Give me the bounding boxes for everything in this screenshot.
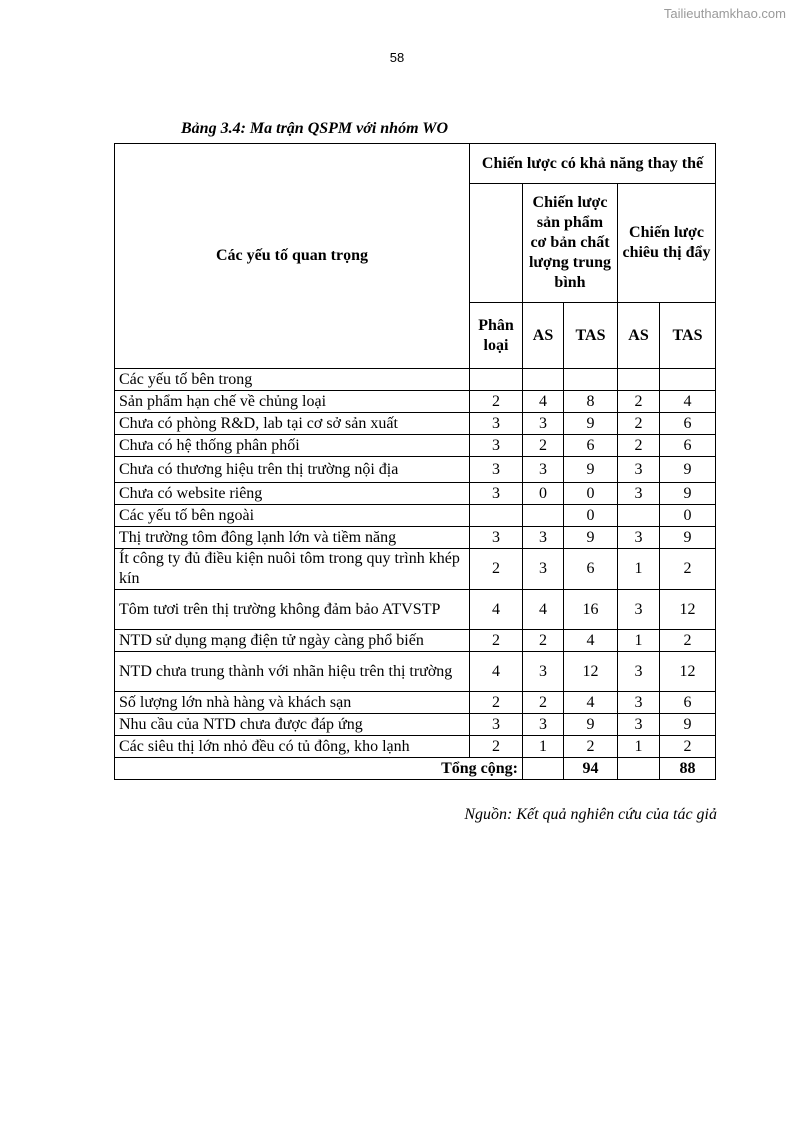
as-2-cell: 1 [618, 549, 660, 590]
tas-1-cell: 9 [564, 413, 618, 435]
as-2-cell: 2 [618, 413, 660, 435]
table-row [115, 630, 716, 652]
factor-cell: Các yếu tố bên ngoài [115, 505, 470, 527]
classification-cell [470, 505, 523, 527]
classification-cell: 4 [470, 590, 523, 630]
classification-cell: 2 [470, 391, 523, 413]
factor-cell: Số lượng lớn nhà hàng và khách sạn [115, 692, 470, 714]
header-tas-2: TAS [660, 303, 716, 369]
table-caption: Bảng 3.4: Ma trận QSPM với nhóm WO [181, 120, 449, 137]
total-label: Tổng cộng: [115, 758, 523, 780]
factor-cell: Các yếu tố bên trong [115, 369, 470, 391]
tas-2-cell: 9 [660, 483, 716, 505]
classification-cell: 3 [470, 527, 523, 549]
factor-cell: Chưa có phòng R&D, lab tại cơ sở sản xuất [115, 413, 470, 435]
header-strategy-group: Chiến lược có khả năng thay thế [470, 144, 716, 184]
tas-1-cell: 4 [564, 692, 618, 714]
as-1-cell [523, 505, 564, 527]
tas-2-cell: 6 [660, 435, 716, 457]
table-row [115, 692, 716, 714]
tas-2-cell: 9 [660, 457, 716, 483]
as-1-cell: 3 [523, 527, 564, 549]
header-as-1: AS [523, 303, 564, 369]
total-tas-1: 94 [564, 758, 618, 780]
as-1-cell: 3 [523, 652, 564, 692]
tas-2-cell: 4 [660, 391, 716, 413]
factor-cell: NTD sử dụng mạng điện tử ngày càng phổ biến [115, 630, 470, 652]
tas-2-cell: 2 [660, 630, 716, 652]
tas-2-cell: 0 [660, 505, 716, 527]
classification-cell: 2 [470, 630, 523, 652]
as-1-cell: 3 [523, 457, 564, 483]
as-2-cell: 3 [618, 652, 660, 692]
as-1-cell: 2 [523, 692, 564, 714]
as-1-cell: 1 [523, 736, 564, 758]
as-2-cell: 3 [618, 692, 660, 714]
qspm-table [114, 143, 716, 780]
tas-2-cell: 9 [660, 714, 716, 736]
tas-2-cell: 12 [660, 590, 716, 630]
factor-cell: Nhu cầu của NTD chưa được đáp ứng [115, 714, 470, 736]
watermark: Tailieuthamkhao.com [663, 6, 786, 21]
factor-cell: Sản phẩm hạn chế về chủng loại [115, 391, 470, 413]
source-note: Nguồn: Kết quả nghiên cứu của tác giả [464, 806, 717, 823]
classification-cell: 3 [470, 483, 523, 505]
as-1-cell: 2 [523, 435, 564, 457]
as-1-cell: 0 [523, 483, 564, 505]
as-1-cell: 4 [523, 391, 564, 413]
as-2-cell: 3 [618, 527, 660, 549]
tas-1-cell: 6 [564, 549, 618, 590]
table-row [115, 505, 716, 527]
classification-cell: 3 [470, 413, 523, 435]
tas-2-cell: 2 [660, 736, 716, 758]
tas-2-cell [660, 369, 716, 391]
tas-2-cell: 9 [660, 527, 716, 549]
tas-1-cell: 9 [564, 527, 618, 549]
as-2-cell: 3 [618, 457, 660, 483]
page-number: 58 [389, 50, 405, 65]
total-tas-2: 88 [660, 758, 716, 780]
header-factors: Các yếu tố quan trọng [115, 144, 470, 369]
tas-1-cell: 0 [564, 483, 618, 505]
as-2-cell: 1 [618, 736, 660, 758]
tas-1-cell: 16 [564, 590, 618, 630]
factor-cell: Thị trường tôm đông lạnh lớn và tiềm năng [115, 527, 470, 549]
as-2-cell: 3 [618, 483, 660, 505]
total-as-1-cell [523, 758, 564, 780]
table-row [115, 457, 716, 483]
table-row [115, 391, 716, 413]
table-row [115, 549, 716, 590]
header-tas-1: TAS [564, 303, 618, 369]
classification-cell: 3 [470, 714, 523, 736]
as-1-cell: 3 [523, 714, 564, 736]
classification-cell: 4 [470, 652, 523, 692]
classification-cell: 2 [470, 736, 523, 758]
tas-1-cell: 9 [564, 714, 618, 736]
factor-cell: NTD chưa trung thành với nhãn hiệu trên thị trường [115, 652, 470, 692]
table-row [115, 590, 716, 630]
as-2-cell [618, 369, 660, 391]
as-1-cell: 3 [523, 549, 564, 590]
tas-2-cell: 6 [660, 413, 716, 435]
tas-2-cell: 12 [660, 652, 716, 692]
classification-cell: 3 [470, 435, 523, 457]
classification-cell [470, 369, 523, 391]
factor-cell: Chưa có thương hiệu trên thị trường nội địa [115, 457, 470, 483]
tas-1-cell: 8 [564, 391, 618, 413]
tas-1-cell: 2 [564, 736, 618, 758]
tas-2-cell: 6 [660, 692, 716, 714]
as-2-cell: 2 [618, 391, 660, 413]
as-2-cell [618, 505, 660, 527]
as-1-cell: 3 [523, 413, 564, 435]
table-row [115, 714, 716, 736]
total-as-2-cell [618, 758, 660, 780]
factor-cell: Ít công ty đủ điều kiện nuôi tôm trong quy trình khép kín [115, 549, 470, 590]
table-row [115, 435, 716, 457]
header-classification: Phân loại [470, 303, 523, 369]
classification-cell: 3 [470, 457, 523, 483]
classification-cell: 2 [470, 692, 523, 714]
table-row [115, 527, 716, 549]
as-1-cell: 2 [523, 630, 564, 652]
tas-1-cell: 12 [564, 652, 618, 692]
factor-cell: Các siêu thị lớn nhỏ đều có tủ đông, kho lạnh [115, 736, 470, 758]
header-blank [470, 184, 523, 303]
factor-cell: Chưa có website riêng [115, 483, 470, 505]
as-2-cell: 3 [618, 590, 660, 630]
header-as-2: AS [618, 303, 660, 369]
header-strategy-2: Chiến lược chiêu thị đẩy [618, 184, 716, 303]
as-2-cell: 3 [618, 714, 660, 736]
table-row [115, 483, 716, 505]
classification-cell: 2 [470, 549, 523, 590]
as-1-cell [523, 369, 564, 391]
table-row [115, 736, 716, 758]
tas-1-cell: 9 [564, 457, 618, 483]
tas-1-cell: 0 [564, 505, 618, 527]
table-row [115, 652, 716, 692]
factor-cell: Tôm tươi trên thị trường không đảm bảo ATVSTP [115, 590, 470, 630]
factor-cell: Chưa có hệ thống phân phối [115, 435, 470, 457]
as-1-cell: 4 [523, 590, 564, 630]
tas-1-cell: 6 [564, 435, 618, 457]
tas-1-cell [564, 369, 618, 391]
table-row [115, 413, 716, 435]
as-2-cell: 2 [618, 435, 660, 457]
tas-2-cell: 2 [660, 549, 716, 590]
as-2-cell: 1 [618, 630, 660, 652]
table-row [115, 369, 716, 391]
tas-1-cell: 4 [564, 630, 618, 652]
header-strategy-1: Chiến lược sản phẩm cơ bản chất lượng trung bình [523, 184, 618, 303]
total-row [115, 758, 716, 780]
